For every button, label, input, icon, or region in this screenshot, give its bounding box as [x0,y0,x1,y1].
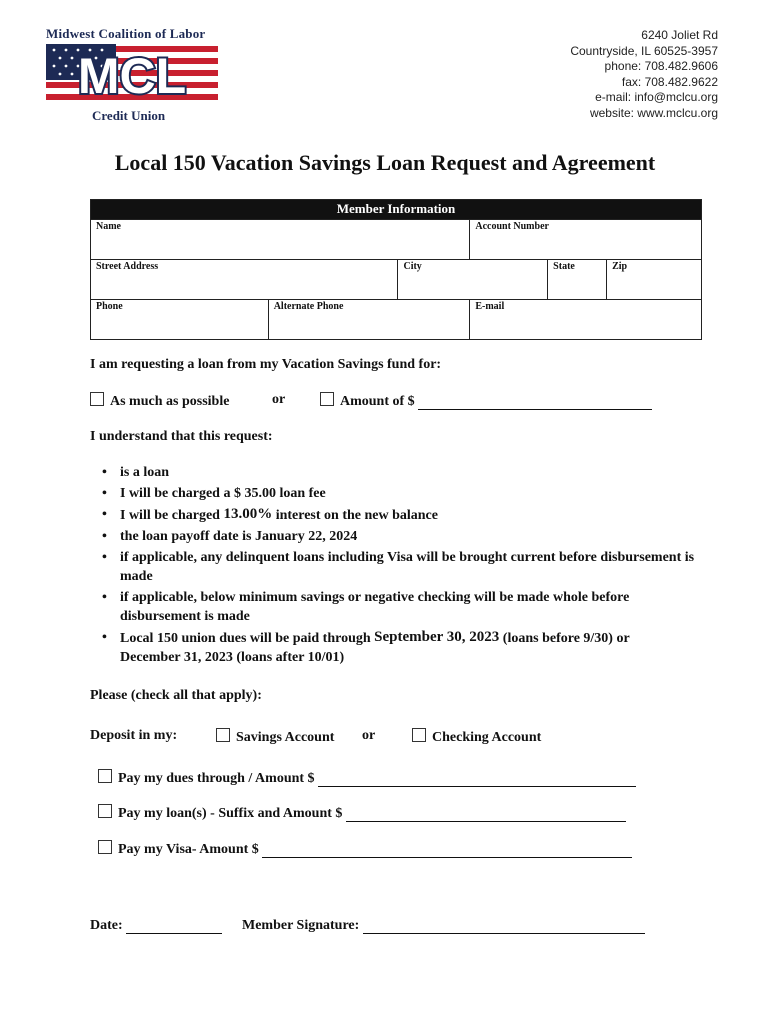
phone-field[interactable] [91,300,269,340]
address-phone: phone: 708.482.9606 [604,59,718,74]
state-field[interactable] [548,260,607,300]
city-label: City [403,261,422,272]
address-email: e-mail: info@mclcu.org [595,90,718,105]
address-fax: fax: 708.482.9622 [621,74,718,89]
savings-checkbox[interactable] [216,728,230,742]
contact-address [570,28,718,122]
brand-name: Midwest Coalition of Labor [46,26,206,41]
name-field[interactable] [91,220,470,260]
or-text: or [272,392,286,407]
street-address-field[interactable] [91,260,398,300]
address-street: 6240 Joliet Rd [641,28,718,42]
dues-date: September 30, 2023 [374,629,500,645]
dues-label: Pay my dues through / Amount $ [118,771,315,786]
deposit-label: Deposit in my: [90,728,178,743]
amount-checkbox[interactable] [320,392,334,406]
savings-label: Savings Account [236,730,335,745]
loans-label: Pay my loan(s) - Suffix and Amount $ [118,806,343,821]
list-item: • is a loan [100,463,700,482]
name-label: Name [96,221,121,232]
checking-row [412,728,541,746]
dues-checkbox[interactable] [98,769,112,783]
dues-amount-line[interactable] [318,774,636,787]
city-field[interactable] [398,260,548,300]
member-info-table [90,199,702,340]
loans-amount-line[interactable] [346,809,626,822]
understand-heading: I understand that this request: [90,429,273,444]
street-address-label: Street Address [96,261,159,272]
option-amount-row [320,392,652,410]
email-field[interactable] [470,300,702,340]
address-city: Countryside, IL 60525-3957 [570,43,718,58]
option-amount-label: Amount of $ [340,394,415,409]
visa-checkbox[interactable] [98,840,112,854]
request-prompt: I am requesting a loan from my Vacation Savings fund for: [90,357,442,372]
alternate-phone-field[interactable] [268,300,470,340]
signature-label: Member Signature: [242,918,360,933]
email-label: E-mail [475,301,505,312]
interest-rate: 13.00% [223,506,273,522]
apply-heading: Please (check all that apply): [90,688,262,703]
visa-row [98,840,632,858]
loans-row [98,804,626,822]
signature-row [242,918,645,934]
savings-row [216,728,334,746]
list-item: • I will be charged a $ 35.00 loan fee [100,484,700,503]
dues-row [98,769,636,787]
visa-label: Pay my Visa- Amount $ [118,842,259,857]
option-max-label: As much as possible [110,394,230,409]
address-website: website: www.mclcu.org [589,105,718,120]
date-line[interactable] [126,921,222,934]
zip-field[interactable] [607,260,702,300]
page-title: Local 150 Vacation Savings Loan Request and Agreement [114,150,656,175]
list-item: • Local 150 union dues will be paid through September 30, 2023 (loans before 9/30) or December 31, 2023 (loans after 10/01) [100,628,700,667]
amount-line[interactable] [418,397,652,410]
deposit-or: or [362,728,376,743]
date-label: Date: [90,918,123,933]
terms-list [100,463,700,669]
max-checkbox[interactable] [90,392,104,406]
checking-checkbox[interactable] [412,728,426,742]
visa-amount-line[interactable] [262,845,632,858]
loans-checkbox[interactable] [98,804,112,818]
account-number-label: Account Number [475,221,549,232]
list-item: • if applicable, below minimum savings or negative checking will be made whole before disbursement is made [100,588,700,626]
member-info-header: Member Information [91,200,702,220]
list-item: • if applicable, any delinquent loans including Visa will be brought current before disbursement is made [100,548,700,586]
mcl-logo [46,44,218,111]
phone-label: Phone [96,301,123,312]
list-item: • the loan payoff date is January 22, 2024 [100,527,700,546]
list-item: • I will be charged 13.00% interest on the new balance [100,505,700,525]
date-row [90,918,222,934]
option-max-row [90,392,229,410]
alternate-phone-label: Alternate Phone [273,301,344,312]
signature-line[interactable] [363,921,645,934]
brand-subtitle: Credit Union [92,108,166,123]
checking-label: Checking Account [432,730,542,745]
svg-text:MCL: MCL [77,48,187,104]
zip-label: Zip [612,261,628,272]
account-number-field[interactable] [470,220,702,260]
state-label: State [553,261,575,272]
